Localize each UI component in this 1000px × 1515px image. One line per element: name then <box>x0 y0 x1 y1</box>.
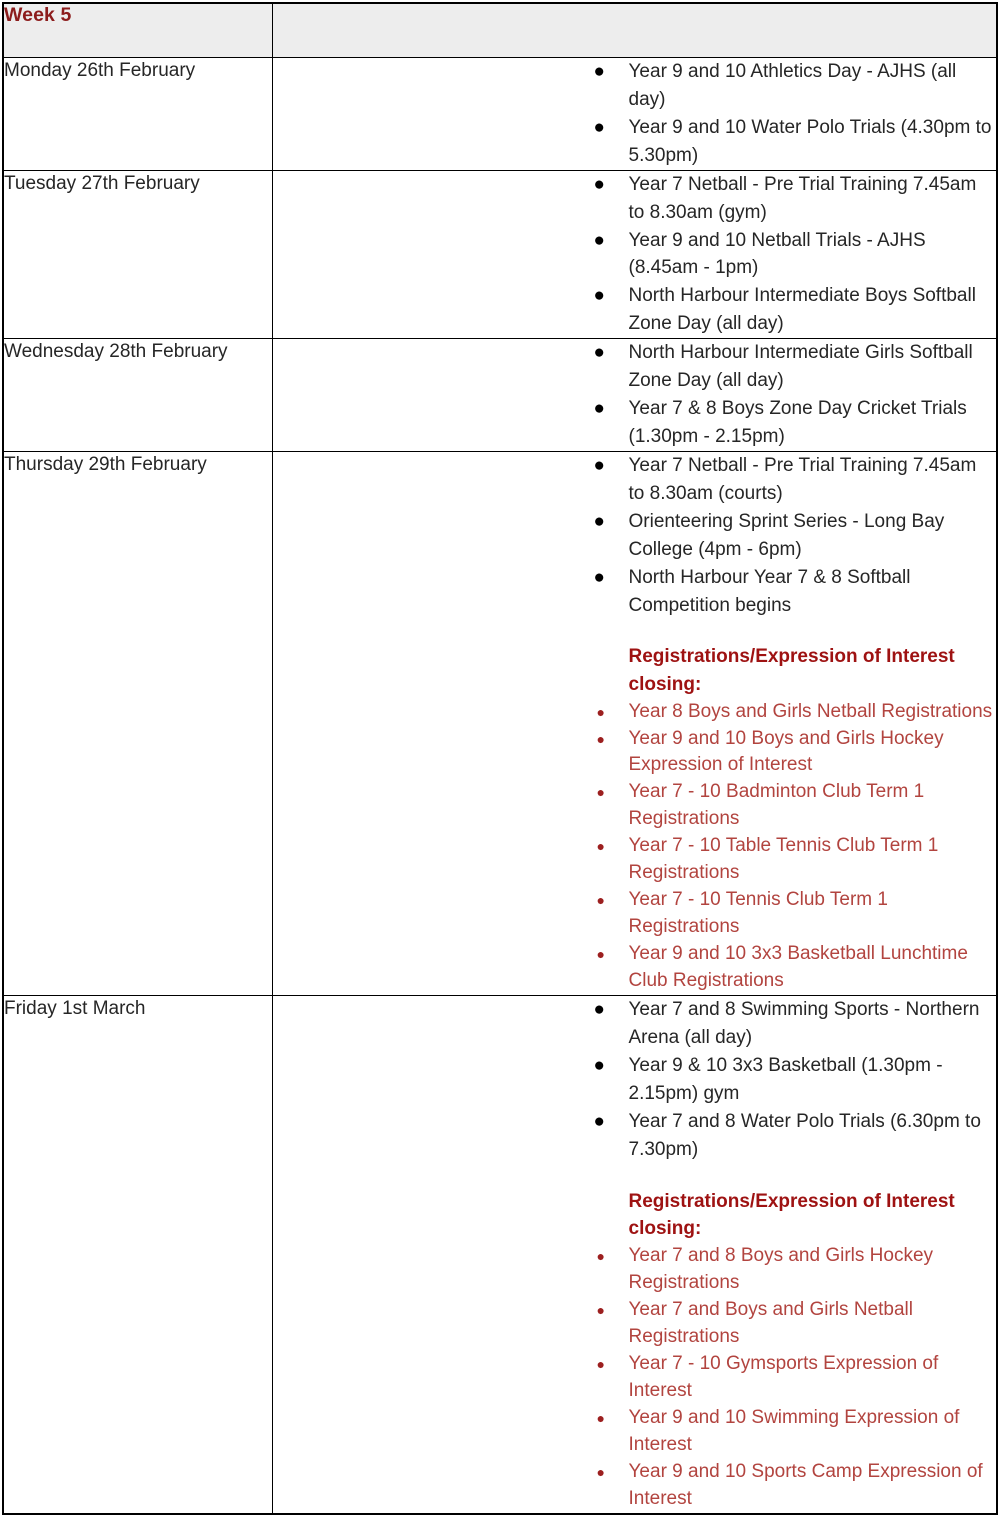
registration-text: Year 9 and 10 3x3 Basketball Lunchtime Club Registrations <box>628 943 968 992</box>
registration-list-item <box>273 1405 997 1459</box>
registration-text: Year 9 and 10 Sports Camp Expression of Interest <box>628 1460 983 1509</box>
events-cell <box>272 451 997 995</box>
event-list <box>273 452 997 620</box>
registration-list-item <box>273 726 997 780</box>
bullet-icon: ● <box>596 784 605 801</box>
event-text: Year 7 and 8 Swimming Sports - Northern Arena (all day) <box>628 999 980 1049</box>
event-text: North Harbour Year 7 & 8 Softball Competition begins <box>628 566 911 616</box>
registration-text: Year 9 and 10 Swimming Expression of Interest <box>628 1406 960 1455</box>
registration-list-item <box>273 1459 997 1513</box>
table-row <box>3 58 997 171</box>
bullet-icon: ● <box>593 510 605 532</box>
bullet-icon: ● <box>593 999 605 1021</box>
bullet-icon: ● <box>596 1355 605 1372</box>
event-list-item <box>273 227 997 283</box>
table-row <box>3 339 997 452</box>
bullet-icon: ● <box>596 838 605 855</box>
registration-list-item <box>273 1243 997 1297</box>
event-list-item <box>273 339 997 395</box>
bullet-icon: ● <box>593 398 605 420</box>
event-list <box>273 996 997 1164</box>
table-row <box>3 451 997 995</box>
registrations-list <box>273 699 997 996</box>
weekly-sports-schedule-table <box>2 2 998 1515</box>
table-header <box>3 3 997 58</box>
event-list <box>273 171 997 339</box>
event-text: Year 7 Netball - Pre Trial Training 7.45am to 8.30am (gym) <box>628 173 977 223</box>
bullet-icon: ● <box>593 566 605 588</box>
week-title: Week 5 <box>4 4 72 26</box>
day-cell <box>3 451 272 995</box>
bullet-icon: ● <box>596 1301 605 1318</box>
week-header-cell <box>3 3 272 58</box>
event-list-item <box>273 395 997 451</box>
event-text: Year 9 and 10 Athletics Day - AJHS (all day) <box>628 61 957 110</box>
registration-list-item <box>273 699 997 726</box>
table-body <box>3 58 997 1514</box>
registrations-block <box>273 643 997 995</box>
day-label: Tuesday 27th February <box>4 172 200 194</box>
bullet-icon: ● <box>593 285 605 307</box>
event-text: Year 7 Netball - Pre Trial Training 7.45am to 8.30am (courts) <box>628 454 977 504</box>
events-cell <box>272 996 997 1514</box>
registration-list-item <box>273 887 997 941</box>
registration-list-item <box>273 941 997 995</box>
week-header-cell-empty <box>272 3 997 58</box>
registration-text: Year 9 and 10 Boys and Girls Hockey Expression of Interest <box>628 727 944 776</box>
events-cell <box>272 170 997 339</box>
registration-list-item <box>273 833 997 887</box>
bullet-icon: ● <box>593 116 605 138</box>
registration-text: Year 7 - 10 Gymsports Expression of Interest <box>628 1352 939 1401</box>
bullet-icon: ● <box>593 173 605 195</box>
registrations-heading: Registrations/Expression of Interest closing: <box>628 1190 955 1240</box>
registration-list-item <box>273 779 997 833</box>
registration-text: Year 7 - 10 Tennis Club Term 1 Registrations <box>628 889 888 938</box>
event-text: Year 9 & 10 3x3 Basketball (1.30pm - 2.15pm) gym <box>628 1055 943 1104</box>
event-text: North Harbour Intermediate Boys Softball Zone Day (all day) <box>628 285 976 335</box>
table-header-row <box>3 3 997 58</box>
event-list-item <box>273 452 997 508</box>
event-text: Orienteering Sprint Series - Long Bay College (4pm - 6pm) <box>628 510 945 560</box>
bullet-icon: ● <box>596 730 605 747</box>
table-row <box>3 170 997 339</box>
event-list-item <box>273 508 997 564</box>
bullet-icon: ● <box>593 1110 605 1132</box>
bullet-icon: ● <box>596 1409 605 1426</box>
registration-text: Year 7 and 8 Boys and Girls Hockey Registrations <box>628 1244 934 1293</box>
event-text: North Harbour Intermediate Girls Softball Zone Day (all day) <box>628 342 973 392</box>
bullet-icon: ● <box>593 454 605 476</box>
registration-text: Year 7 - 10 Badminton Club Term 1 Registrations <box>628 781 925 830</box>
day-cell <box>3 58 272 171</box>
day-cell <box>3 170 272 339</box>
registration-text: Year 7 and Boys and Girls Netball Registrations <box>628 1298 913 1347</box>
event-list-item <box>273 996 997 1052</box>
event-list-item <box>273 171 997 227</box>
event-list-item <box>273 282 997 338</box>
event-list <box>273 58 997 170</box>
bullet-icon: ● <box>596 1463 605 1480</box>
bullet-icon: ● <box>596 1247 605 1264</box>
day-cell <box>3 996 272 1514</box>
event-text: Year 7 and 8 Water Polo Trials (6.30pm to 7.30pm) <box>628 1110 981 1160</box>
registrations-heading: Registrations/Expression of Interest closing: <box>628 646 955 695</box>
event-text: Year 9 and 10 Water Polo Trials (4.30pm to 5.30pm) <box>628 116 992 166</box>
bullet-icon: ● <box>593 342 605 364</box>
event-list-item <box>273 1108 997 1164</box>
bullet-icon: ● <box>596 946 605 963</box>
bullet-icon: ● <box>593 229 605 251</box>
bullet-icon: ● <box>596 703 605 720</box>
day-label: Wednesday 28th February <box>4 341 228 363</box>
bullet-icon: ● <box>596 892 605 909</box>
day-label: Friday 1st March <box>4 998 146 1020</box>
table-row <box>3 996 997 1514</box>
event-list-item <box>273 114 997 170</box>
registration-list-item <box>273 1297 997 1351</box>
event-list-item <box>273 564 997 620</box>
events-cell <box>272 58 997 171</box>
day-cell <box>3 339 272 452</box>
events-cell <box>272 339 997 452</box>
registration-text: Year 7 - 10 Table Tennis Club Term 1 Registrations <box>628 835 939 884</box>
registration-text: Year 8 Boys and Girls Netball Registrations <box>628 700 993 722</box>
bullet-icon: ● <box>593 1055 605 1077</box>
day-label: Thursday 29th February <box>4 453 207 475</box>
event-text: Year 7 & 8 Boys Zone Day Cricket Trials (1.30pm - 2.15pm) <box>628 398 967 447</box>
event-list-item <box>273 1052 997 1108</box>
event-list-item <box>273 58 997 114</box>
registrations-block <box>273 1188 997 1513</box>
event-text: Year 9 and 10 Netball Trials - AJHS (8.45am - 1pm) <box>628 229 926 279</box>
registration-list-item <box>273 1351 997 1405</box>
day-label: Monday 26th February <box>4 60 196 81</box>
registrations-list <box>273 1243 997 1513</box>
bullet-icon: ● <box>593 61 605 82</box>
event-list <box>273 339 997 451</box>
